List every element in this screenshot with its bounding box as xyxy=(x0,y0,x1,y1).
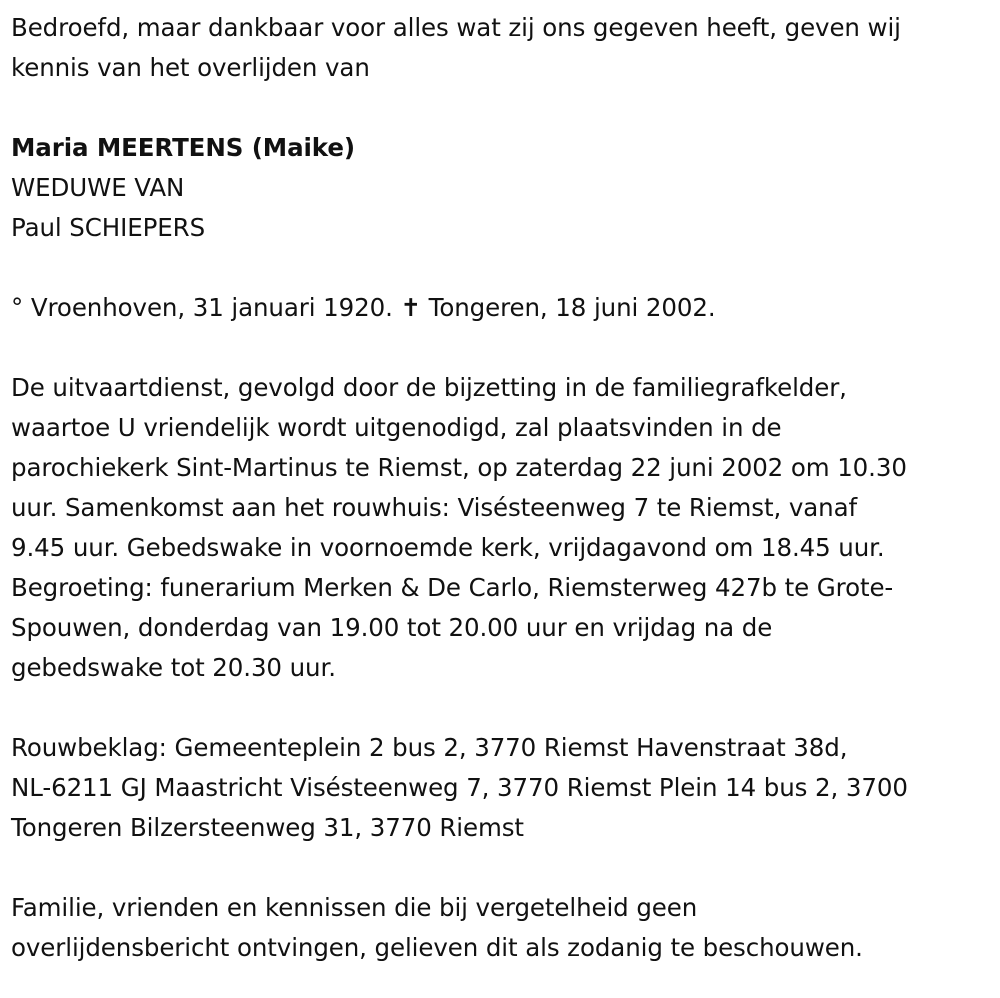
spacer xyxy=(11,848,989,888)
cross-icon: ✝ xyxy=(400,293,421,322)
funeral-line: uur. Samenkomst aan het rouwhuis: Visésteenweg 7 te Riemst, vanaf xyxy=(11,493,858,522)
condolences-line: Rouwbeklag: Gemeenteplein 2 bus 2, 3770 Riemst Havenstraat 38d, xyxy=(11,733,848,762)
condolences-paragraph xyxy=(11,728,989,848)
spacer xyxy=(11,88,989,128)
funeral-line: waartoe U vriendelijk wordt uitgenodigd, zal plaatsvinden in de xyxy=(11,413,782,442)
spouse-name: Paul SCHIEPERS xyxy=(11,213,206,242)
funeral-line: De uitvaartdienst, gevolgd door de bijzetting in de familiegrafkelder, xyxy=(11,373,847,402)
intro-paragraph xyxy=(11,8,989,88)
dates-line xyxy=(11,288,989,328)
condolences-line: NL-6211 GJ Maastricht Visésteenweg 7, 3770 Riemst Plein 14 bus 2, 3700 xyxy=(11,773,908,802)
closing-paragraph xyxy=(11,888,989,968)
closing-line: overlijdensbericht ontvingen, gelieven dit als zodanig te beschouwen. xyxy=(11,933,863,962)
funeral-line: Spouwen, donderdag van 19.00 tot 20.00 uur en vrijdag na de xyxy=(11,613,773,642)
funeral-paragraph xyxy=(11,368,989,688)
funeral-line: Begroeting: funerarium Merken & De Carlo, Riemsterweg 427b te Grote- xyxy=(11,573,894,602)
deceased-relation: WEDUWE VAN xyxy=(11,173,185,202)
funeral-line: gebedswake tot 20.30 uur. xyxy=(11,653,336,682)
spacer xyxy=(11,328,989,368)
deceased-block xyxy=(11,128,989,248)
spacer xyxy=(11,248,989,288)
condolences-line: Tongeren Bilzersteenweg 31, 3770 Riemst xyxy=(11,813,524,842)
deceased-name: Maria MEERTENS (Maike) xyxy=(11,133,355,162)
closing-line: Familie, vrienden en kennissen die bij vergetelheid geen xyxy=(11,893,698,922)
death-date: Tongeren, 18 juni 2002. xyxy=(428,293,716,322)
funeral-line: parochiekerk Sint-Martinus te Riemst, op zaterdag 22 juni 2002 om 10.30 xyxy=(11,453,907,482)
spacer xyxy=(11,688,989,728)
intro-line-1: Bedroefd, maar dankbaar voor alles wat zij ons gegeven heeft, geven wij xyxy=(11,13,901,42)
intro-line-2: kennis van het overlijden van xyxy=(11,53,370,82)
birth-date: ° Vroenhoven, 31 januari 1920. xyxy=(11,293,393,322)
funeral-line: 9.45 uur. Gebedswake in voornoemde kerk, vrijdagavond om 18.45 uur. xyxy=(11,533,885,562)
